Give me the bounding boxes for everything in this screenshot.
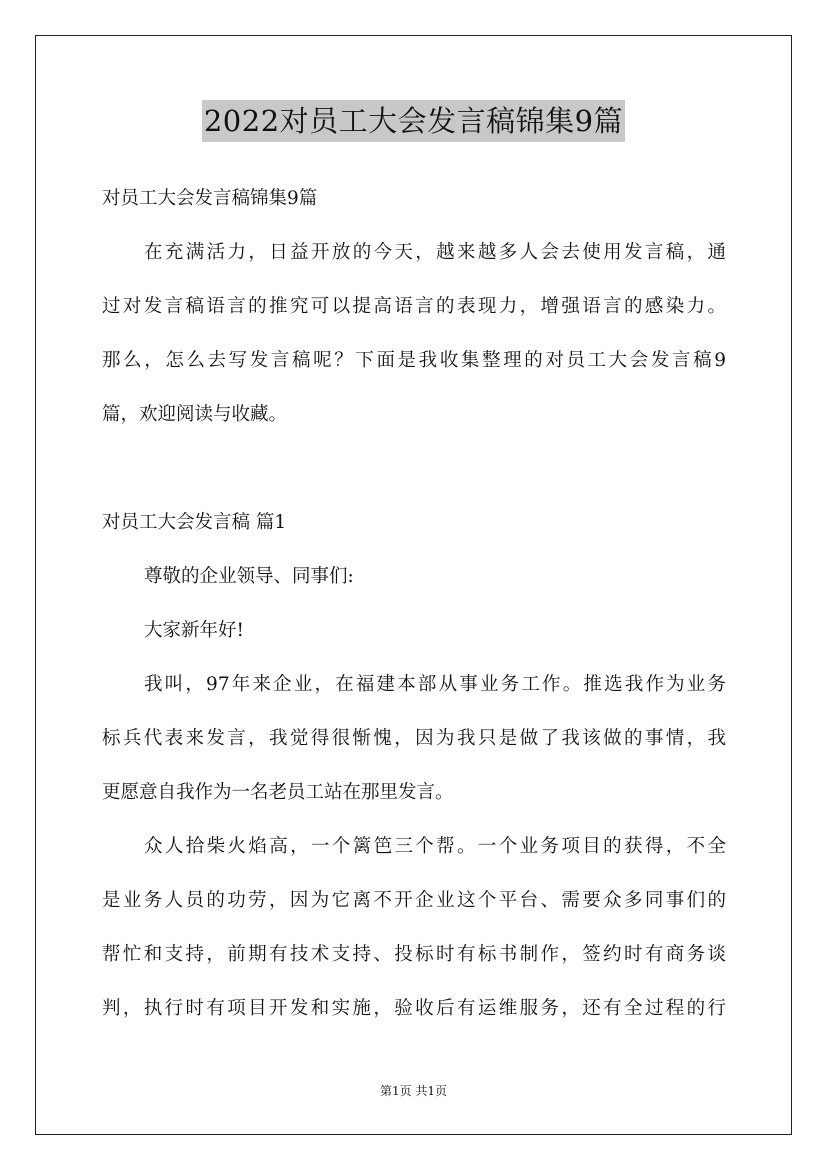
document-title: 2022对员工大会发言稿锦集9篇 xyxy=(202,100,625,142)
paragraph-gap xyxy=(102,442,726,496)
section-heading: 对员工大会发言稿 篇1 xyxy=(102,512,287,533)
paragraph-line: 更愿意自我作为一名老员工站在那里发言。 xyxy=(102,782,454,803)
title-container xyxy=(0,100,827,142)
intro-line: 篇，欢迎阅读与收藏。 xyxy=(102,404,288,425)
salutation: 大家新年好! xyxy=(144,620,244,641)
intro-line: 过对发言稿语言的推究可以提高语言的表现力，增强语言的感染力。 xyxy=(102,296,726,317)
paragraph-line: 标兵代表来发言，我觉得很惭愧，因为我只是做了我该做的事情，我 xyxy=(102,728,726,749)
intro-line: 那么，怎么去写发言稿呢？下面是我收集整理的对员工大会发言稿9 xyxy=(102,350,726,371)
paragraph-line: 判，执行时有项目开发和实施，验收后有运维服务，还有全过程的行 xyxy=(102,998,726,1019)
paragraph-line: 是业务人员的功劳，因为它离不开企业这个平台、需要众多同事们的 xyxy=(102,890,726,911)
paragraph-line: 帮忙和支持，前期有技术支持、投标时有标书制作，签约时有商务谈 xyxy=(102,944,726,965)
intro-line: 在充满活力，日益开放的今天，越来越多人会去使用发言稿，通 xyxy=(144,242,726,263)
paragraph-line: 我叫，97年来企业，在福建本部从事业务工作。推选我作为业务 xyxy=(144,674,726,695)
page-footer: 第1页 共1页 xyxy=(379,1084,448,1098)
document-subtitle: 对员工大会发言稿锦集9篇 xyxy=(102,188,318,209)
paragraph-line: 众人拾柴火焰高，一个篱笆三个帮。一个业务项目的获得，不全 xyxy=(144,836,726,857)
greeting: 尊敬的企业领导、同事们: xyxy=(144,566,354,587)
document-body xyxy=(102,172,726,1036)
